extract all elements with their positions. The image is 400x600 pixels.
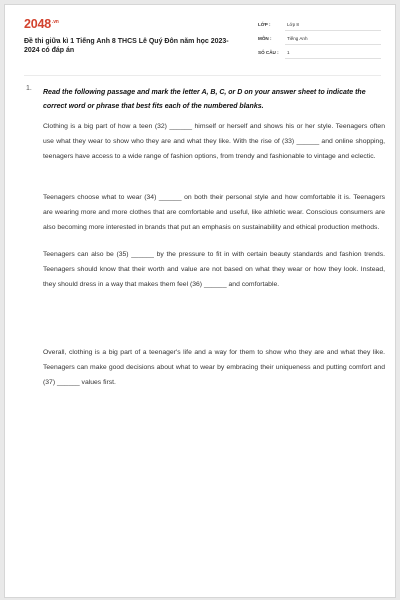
passage-paragraph-1: Clothing is a big part of how a teen (32) ______ himself or herself and shows his or her style. Teenagers often use what they wear to show who they are and what they like. With the rise of (33) ______ and online shopping, teenagers have access to a wide range of fashion options, from trendy and fashionable to vintage and eclectic. — [43, 123, 385, 160]
meta-class-label: LỚP : — [258, 22, 271, 27]
header-divider — [24, 75, 381, 76]
passage-paragraph-3: Teenagers can also be (35) ______ by the pressure to fit in with certain beauty standards and fashion trends. Teenagers should know that their worth and value are not based on what they wear or how they look. Instead, they should dress in a way that makes them feel (36) ______ and comfortable. — [43, 251, 385, 288]
meta-count-value: 1 — [287, 50, 290, 55]
question-instruction: Read the following passage and mark the letter A, B, C, or D on your answer sheet to indicate the correct word or phrase that best fits each of the numbered blanks. — [43, 89, 366, 110]
meta-count-underline — [285, 58, 381, 59]
passage-paragraph-2: Teenagers choose what to wear (34) ______ on both their personal style and how comfortable it is. Teenagers are wearing more and more clothes that are comfortable and useful, like athletic wear. Conscious consumers are also becoming more interested in brands that put an emphasis on sustainability and ethical production methods. — [43, 194, 385, 231]
document-header — [5, 5, 395, 65]
meta-count-label: SỐ CÂU : — [258, 50, 279, 55]
meta-class-underline — [285, 30, 381, 31]
logo-text: 2048 — [24, 17, 52, 31]
logo-tld: .vn — [52, 18, 59, 25]
passage-paragraph-4: Overall, clothing is a big part of a teenager's life and a way for them to show who they are and what they like. Teenagers can make good decisions about what to wear by embracing their uniqueness and putting comfort and (37) ______ values first. — [43, 349, 385, 386]
meta-subject-underline — [285, 44, 381, 45]
meta-subject-label: MÔN : — [258, 36, 272, 41]
document-title: Đề thi giữa kì 1 Tiếng Anh 8 THCS Lê Quý Đôn năm học 2023-2024 có đáp án — [24, 38, 229, 54]
meta-class-value: Lớp 8 — [287, 22, 299, 27]
site-logo[interactable] — [24, 17, 59, 31]
meta-subject-value: Tiếng Anh — [287, 36, 308, 41]
document-page — [4, 4, 396, 598]
question-number: 1. — [26, 85, 32, 92]
